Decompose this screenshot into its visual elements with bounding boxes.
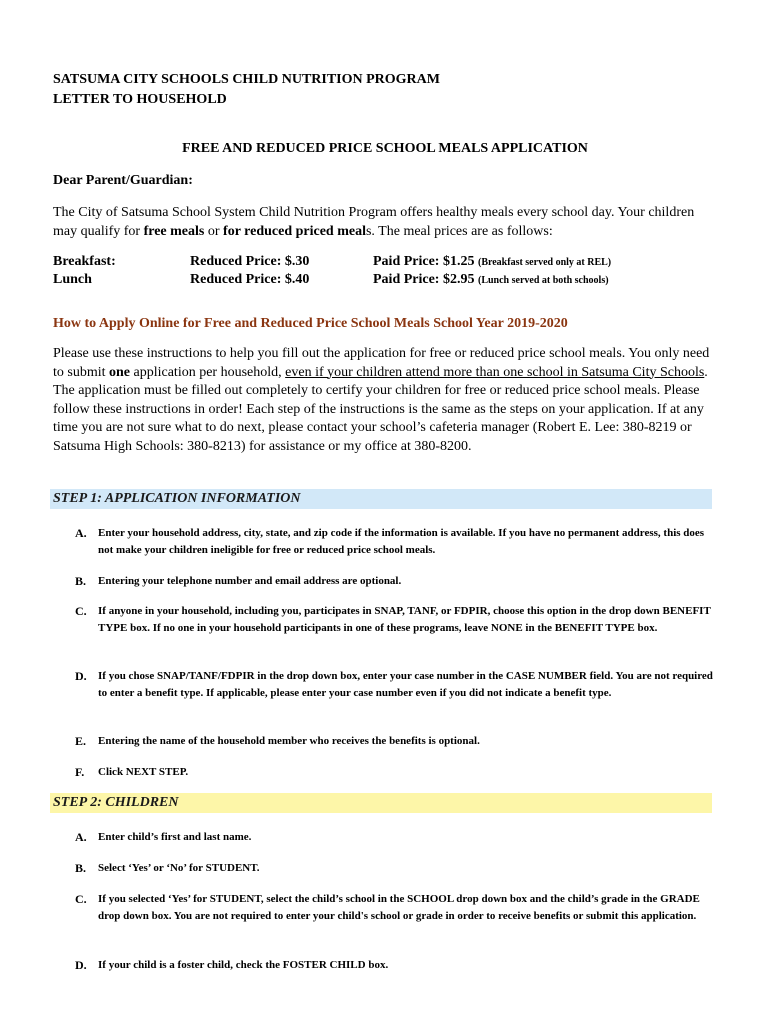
item-letter: C.: [75, 892, 87, 906]
lunch-reduced-price: Reduced Price: $.40: [190, 272, 310, 287]
item-letter: A.: [75, 526, 87, 540]
breakfast-note: (Breakfast served only at REL): [477, 257, 612, 268]
instr-text-1: Please use these instructions to help you fill out the application for free or reduced price school meals. You only need to submit: [53, 346, 710, 380]
step2-item-a: [75, 829, 715, 846]
step1-item-a: [75, 525, 715, 559]
step1-item-f: [75, 764, 715, 781]
item-text: If you selected ‘Yes’ for STUDENT, select the child’s school in the SCHOOL drop down box and the child’s grade in the GRADE drop down box. You are not required to enter your child's school or grade in order to receive benefits or submit this application.: [98, 893, 700, 922]
instr-text-2: application per household,: [130, 364, 286, 380]
item-letter: D.: [75, 958, 87, 972]
item-text: If your child is a foster child, check the FOSTER CHILD box.: [98, 959, 389, 971]
instructions-paragraph: [53, 345, 713, 457]
greeting: Dear Parent/Guardian:: [53, 173, 193, 188]
instr-text-3: . The application must be filled out completely to certify your children for free or reduced price school meals. Please follow these instructions in order! Each step of the instructions is the same as the steps on your application. If at any time you are not sure what to do next, please contact your school’s cafeteria manager (Robert E. Lee: 380-8219 or Satsuma High Schools: 380-8213) for assistance or my office at 380-8200.: [53, 364, 708, 454]
item-text: Enter your household address, city, state, and zip code if the information is available. If you have no permanent address, this does not make your children ineligible for free or reduced price school meals.: [98, 527, 705, 556]
letter-subtitle: LETTER TO HOUSEHOLD: [53, 92, 227, 107]
intro-bold-free: free meals: [143, 224, 205, 239]
intro-text-2: or: [204, 224, 224, 239]
lunch-label: Lunch: [53, 272, 92, 287]
item-letter: A.: [75, 830, 87, 844]
item-text: Entering your telephone number and email address are optional.: [98, 575, 402, 587]
breakfast-paid-value: Paid Price: $1.25: [373, 254, 475, 269]
item-text: Click NEXT STEP.: [98, 766, 189, 778]
item-letter: E.: [75, 734, 87, 748]
item-text: If anyone in your household, including you, participates in SNAP, TANF, or FDPIR, choose this option in the drop down BENEFIT TYPE box. If no one in your household participants in one of these programs, leave NONE in the BENEFIT TYPE box.: [98, 605, 711, 634]
item-letter: B.: [75, 574, 87, 588]
instr-underline: even if your children attend more than one school in Satsuma City Schools: [285, 364, 705, 380]
step1-item-d: [75, 668, 715, 702]
intro-text-1: The City of Satsuma School System Child Nutrition Program offers healthy meals every school day. Your children may qualify for: [53, 205, 695, 239]
item-letter: F.: [75, 765, 85, 779]
step2-item-c: [75, 891, 715, 925]
breakfast-paid-price: [373, 253, 611, 272]
step2-item-d: [75, 957, 715, 974]
lunch-note: (Lunch served at both schools): [477, 275, 609, 286]
breakfast-reduced-price: Reduced Price: $.30: [190, 254, 310, 269]
step1-item-c: [75, 603, 715, 637]
step1-item-b: [75, 573, 715, 590]
lunch-paid-price: [373, 271, 609, 290]
intro-text-3: s. The meal prices are as follows:: [365, 224, 553, 239]
application-title: FREE AND REDUCED PRICE SCHOOL MEALS APPLICATION: [182, 141, 588, 156]
item-letter: B.: [75, 861, 87, 875]
intro-paragraph: [53, 203, 713, 241]
intro-bold-reduced: for reduced priced meal: [223, 224, 366, 239]
breakfast-label: Breakfast:: [53, 254, 116, 269]
item-letter: C.: [75, 604, 87, 618]
lunch-paid-value: Paid Price: $2.95: [373, 272, 475, 287]
howto-heading: How to Apply Online for Free and Reduced Price School Meals School Year 2019-2020: [53, 316, 568, 331]
item-text: Select ‘Yes’ or ‘No’ for STUDENT.: [98, 862, 260, 874]
step2-heading: STEP 2: CHILDREN: [50, 793, 712, 813]
program-title: SATSUMA CITY SCHOOLS CHILD NUTRITION PROGRAM: [53, 72, 440, 87]
step1-item-e: [75, 733, 715, 750]
item-letter: D.: [75, 669, 87, 683]
item-text: If you chose SNAP/TANF/FDPIR in the drop down box, enter your case number in the CASE NUMBER field. You are not required to enter a benefit type. If applicable, please enter your case number even if you did not indicate a benefit type.: [98, 670, 713, 699]
step1-heading: STEP 1: APPLICATION INFORMATION: [50, 489, 712, 509]
instr-bold-one: one: [109, 364, 131, 380]
item-text: Entering the name of the household member who receives the benefits is optional.: [98, 735, 480, 747]
item-text: Enter child’s first and last name.: [98, 831, 252, 843]
step2-item-b: [75, 860, 715, 877]
